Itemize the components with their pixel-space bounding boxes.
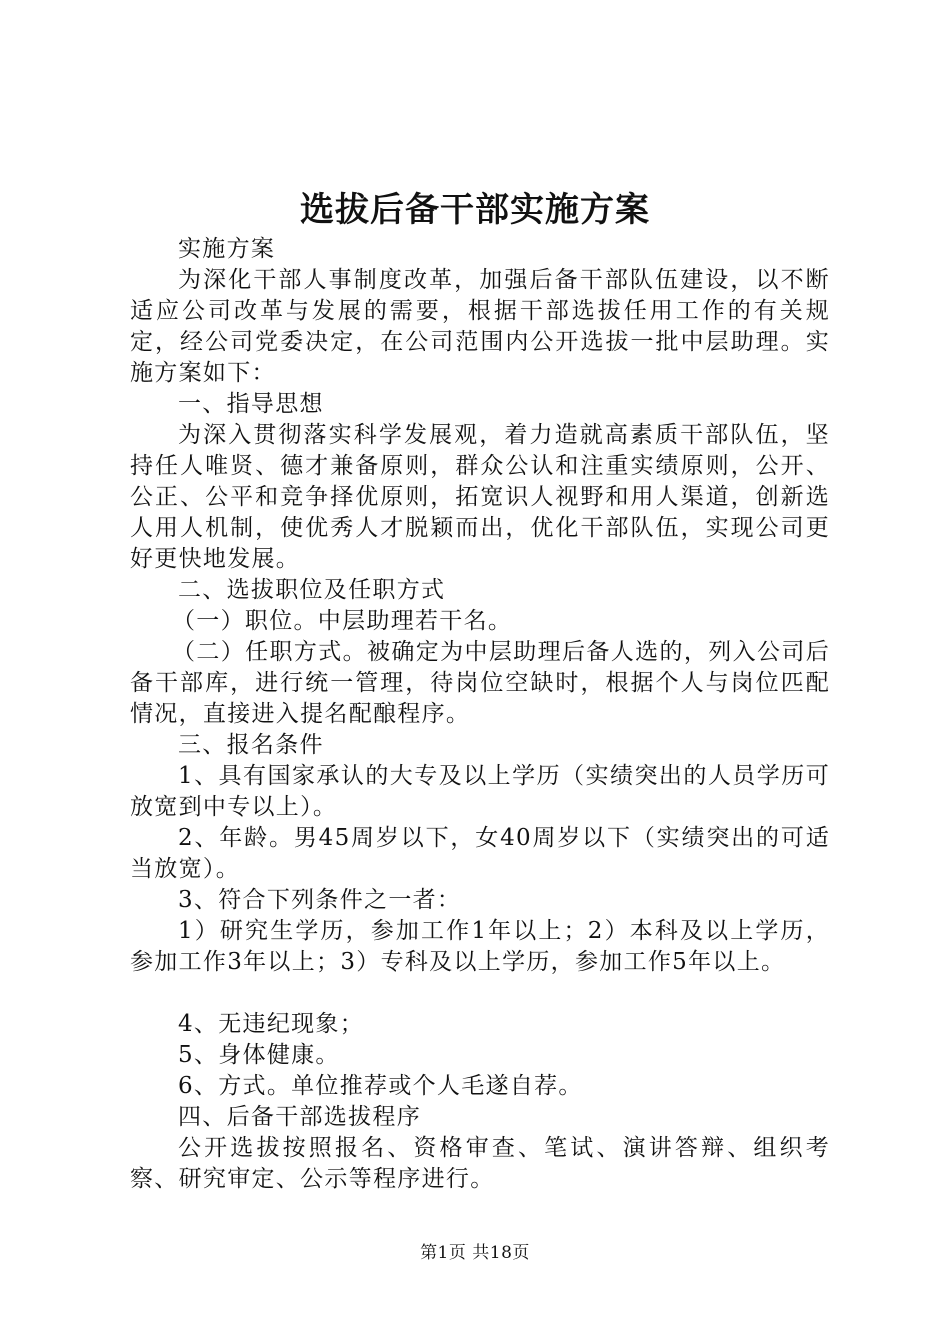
section-heading-positions: 二、选拔职位及任职方式	[178, 577, 446, 603]
paragraph-intro: 为深化干部人事制度改革，加强后备干部队伍建设，以不断适应公司改革与发展的需要，根据干部选拔任用工作的有关规定，经公司党委决定，在公司范围内公开选拔一批中层助理。实施方案如下：	[130, 267, 830, 386]
document-body	[130, 234, 830, 1195]
requirement-item-method: 6、方式。单位推荐或个人毛遂自荐。	[178, 1073, 583, 1099]
requirement-item-discipline: 4、无违纪现象；	[178, 1011, 365, 1037]
paragraph-procedure: 公开选拔按照报名、资格审查、笔试、演讲答辩、组织考察、研究审定、公示等程序进行。	[130, 1135, 830, 1192]
section-heading-guiding-ideology: 一、指导思想	[178, 391, 324, 417]
paragraph-intro-heading: 实施方案	[178, 236, 276, 262]
requirement-item-experience: 1）研究生学历，参加工作1年以上；2）本科及以上学历，参加工作3年以上；3）专科及以上学历，参加工作5年以上。	[130, 918, 830, 975]
requirement-item-education: 1、具有国家承认的大专及以上学历（实绩突出的人员学历可放宽到中专以上）。	[130, 763, 830, 820]
section-heading-requirements: 三、报名条件	[178, 732, 324, 758]
paragraph-guiding-ideology: 为深入贯彻落实科学发展观，着力造就高素质干部队伍，坚持任人唯贤、德才兼备原则，群众公认和注重实绩原则，公开、公正、公平和竞争择优原则，拓宽识人视野和用人渠道，创新选人用人机制，使优秀人才脱颖而出，优化干部队伍，实现公司更好更快地发展。	[130, 422, 830, 572]
paragraph-appointment-method: （二）任职方式。被确定为中层助理后备人选的，列入公司后备干部库，进行统一管理，待岗位空缺时，根据个人与岗位匹配情况，直接进入提名配酿程序。	[130, 639, 830, 727]
paragraph-positions: （一）职位。中层助理若干名。	[172, 608, 513, 634]
document-title: 选拔后备干部实施方案	[300, 190, 650, 230]
requirement-item-age: 2、年龄。男45周岁以下，女40周岁以下（实绩突出的可适当放宽）。	[130, 825, 830, 882]
section-heading-procedure: 四、后备干部选拔程序	[178, 1104, 421, 1130]
page-footer: 第1页 共18页	[420, 1243, 530, 1263]
requirement-item-health: 5、身体健康。	[178, 1042, 340, 1068]
requirement-item-conditions: 3、符合下列条件之一者：	[178, 887, 462, 913]
